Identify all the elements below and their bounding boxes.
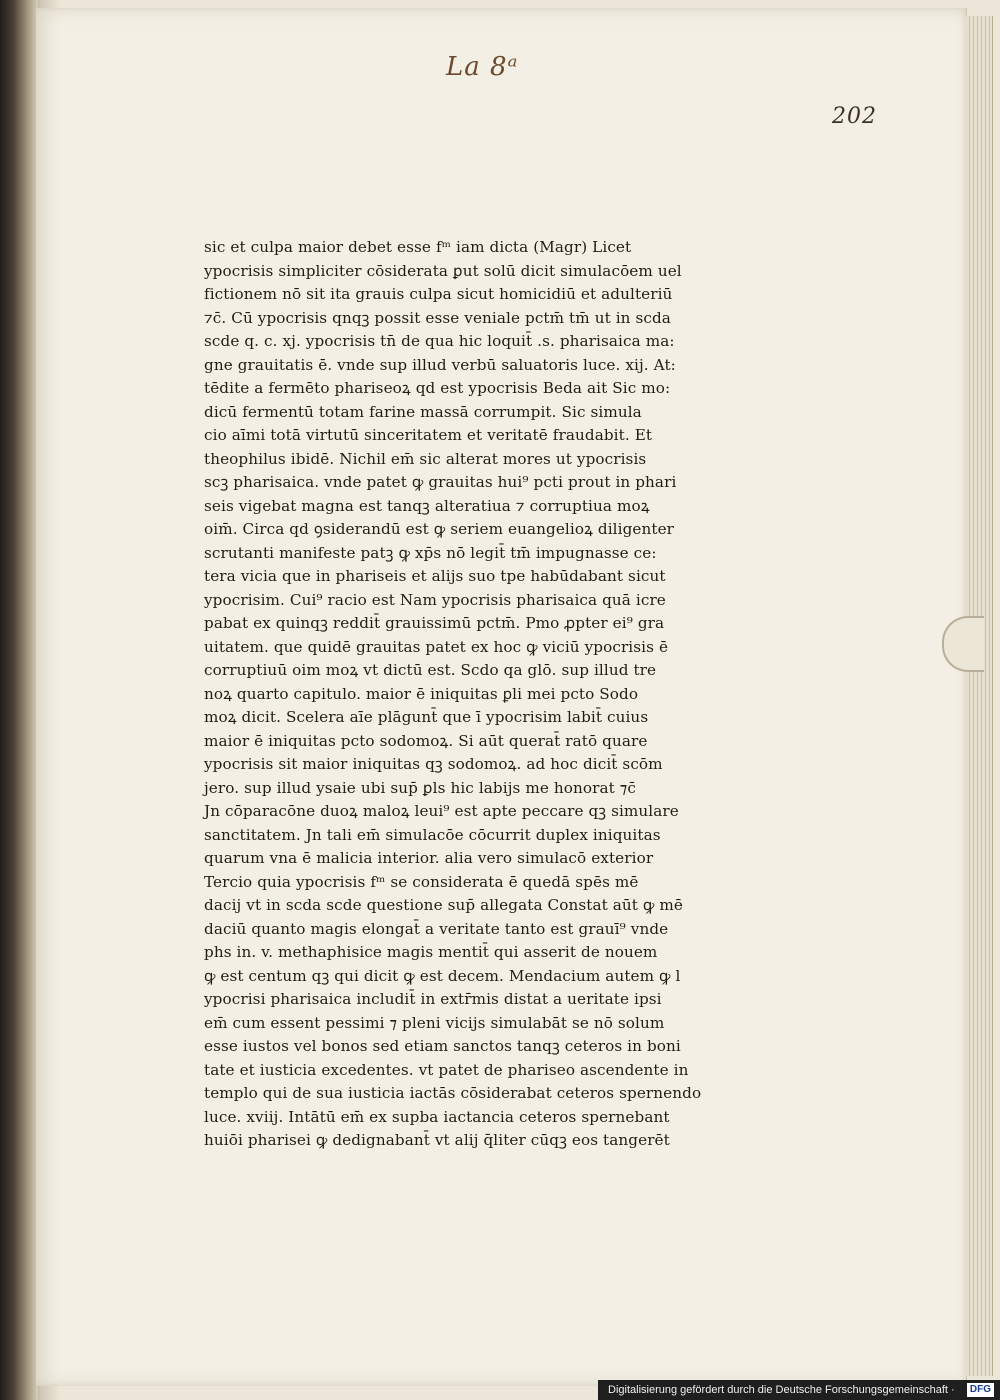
- text-line: moꝝ dicit. Scelera aīe plāgunt̄ que ī ypocrisim labit̄ cuius: [204, 708, 649, 726]
- digitization-footer: [598, 1380, 1000, 1400]
- text-line: dicū fermentū totam farine massā corrumpit. Sic simula: [204, 402, 642, 421]
- folio-number: 202: [832, 104, 877, 129]
- text-line: sic et culpa maior debet esse fᵐ iam dicta (Magr) Licet: [204, 238, 632, 256]
- text-line: scrutanti manifeste patꝫ ꝙ xp̄s nō legit̄ tm̄ impugnasse ce:: [204, 543, 657, 562]
- text-line: templo qui de sua iusticia iactās cōsiderabat ceteros spernendo: [204, 1084, 702, 1102]
- text-line: noꝝ quarto capitulo. maior ē iniquitas ꝑli mei pcto Sodo: [204, 684, 639, 703]
- text-line: theophilus ibidē. Nichil em̄ sic alterat mores ut ypocrisis: [204, 449, 647, 468]
- text-line: phs in. v. methaphisice magis mentit̄ qui asserit de nouem: [204, 943, 658, 961]
- text-line: ypocrisi pharisaica includit̄ in extr̄mis distat a ueritate ipsi: [204, 990, 662, 1008]
- text-line: tate et iusticia excedentes. vt patet de phariseo ascendente in: [204, 1060, 689, 1079]
- book-binding: [0, 0, 38, 1400]
- text-line: scꝫ pharisaica. vnde patet ꝙ grauitas hui⁹ pcti prout in phari: [204, 473, 677, 491]
- text-line: corruptiuū oim moꝝ vt dictū est. Scdo qa glō. sup illud tre: [204, 661, 657, 679]
- dfg-logo: DFG: [967, 1383, 994, 1397]
- text-line: ypocrisim. Cui⁹ racio est Nam ypocrisis pharisaica quā icre: [204, 590, 666, 609]
- text-line: Jn cōparacōne duoꝝ maloꝝ leui⁹ est apte peccare qꝫ simulare: [204, 802, 679, 820]
- text-line: cio aīmi totā virtutū sinceritatem et veritatē fraudabit. Et: [204, 426, 653, 444]
- page-edges: [966, 16, 993, 1376]
- text-line: huiōi pharisei ꝙ dedignabant̄ vt alij q̄liter cūqꝫ eos tangerēt: [204, 1131, 670, 1149]
- handwritten-top-note: La 8ᵃ: [446, 52, 519, 82]
- text-line: pabat ex quinqꝫ reddit̄ grauissimū pctm̄. Pmo ꝓpter ei⁹ gra: [204, 614, 665, 632]
- text-line: maior ē iniquitas pcto sodomoꝝ. Si aūt querat̄ ratō quare: [204, 731, 648, 750]
- text-line: quarum vna ē malicia interior. alia vero simulacō exterior: [204, 849, 654, 867]
- text-line: esse iustos vel bonos sed etiam sanctos tanqꝫ ceteros in boni: [204, 1037, 681, 1055]
- text-line: scde q. c. xj. ypocrisis tn̄ de qua hic loquit̄ .s. pharisaica ma:: [204, 332, 675, 350]
- text-line: ⁊c̄. Cū ypocrisis qnqꝫ possit esse veniale pctm̄ tm̄ ut in scda: [204, 308, 671, 327]
- text-line: oim̄. Circa qd ꝯsiderandū est ꝙ seriem euangelioꝝ diligenter: [204, 520, 675, 538]
- footer-text: Digitalisierung gefördert durch die Deutsche Forschungsgemeinschaft ·: [608, 1384, 955, 1396]
- text-line: gne grauitatis ē. vnde sup illud verbū saluatoris luce. xij. At:: [204, 355, 676, 374]
- text-line: dacij vt in scda scde questione sup̄ allegata Constat aūt ꝙ mē: [204, 896, 683, 914]
- text-line: ypocrisis simpliciter cōsiderata ꝑut solū dicit simulacōem uel: [204, 261, 682, 280]
- incunable-text-block: [204, 236, 764, 1153]
- text-line: fictionem nō sit ita grauis culpa sicut homicidiū et adulteriū: [204, 285, 673, 303]
- text-line: Tercio quia ypocrisis fᵐ se considerata ē quedā spēs mē: [204, 872, 639, 891]
- text-line: jero. sup illud ysaie ubi sup̄ ꝑls hic labijs me honorat ⁊c̄: [204, 778, 637, 797]
- text-line: tēdite a fermēto phariseoꝝ qd est ypocrisis Beda ait Sic mo:: [204, 379, 671, 397]
- text-line: uitatem. que quidē grauitas patet ex hoc ꝙ viciū ypocrisis ē: [204, 637, 669, 656]
- text-line: em̄ cum essent pessimi ⁊ pleni vicijs simulabāt se nō solum: [204, 1013, 665, 1032]
- text-line: luce. xviij. Intātū em̄ ex supba iactancia ceteros spernebant: [204, 1107, 670, 1126]
- text-line: ꝙ est centum qꝫ qui dicit ꝙ est decem. Mendacium autem ꝙ l: [204, 966, 681, 985]
- text-line: sanctitatem. Jn tali em̄ simulacōe cōcurrit duplex iniquitas: [204, 825, 661, 844]
- text-line: seis vigebat magna est tanqꝫ alteratiua ⁊ corruptiua moꝝ: [204, 496, 650, 515]
- text-line: daciū quanto magis elongat̄ a veritate tanto est grauī⁹ vnde: [204, 919, 669, 938]
- page-clasp: [942, 616, 984, 672]
- text-line: ypocrisis sit maior iniquitas qꝫ sodomoꝝ. ad hoc dicit̄ scōm: [204, 755, 663, 773]
- text-line: tera vicia que in phariseis et alijs suo tpe habūdabant sicut: [204, 567, 666, 585]
